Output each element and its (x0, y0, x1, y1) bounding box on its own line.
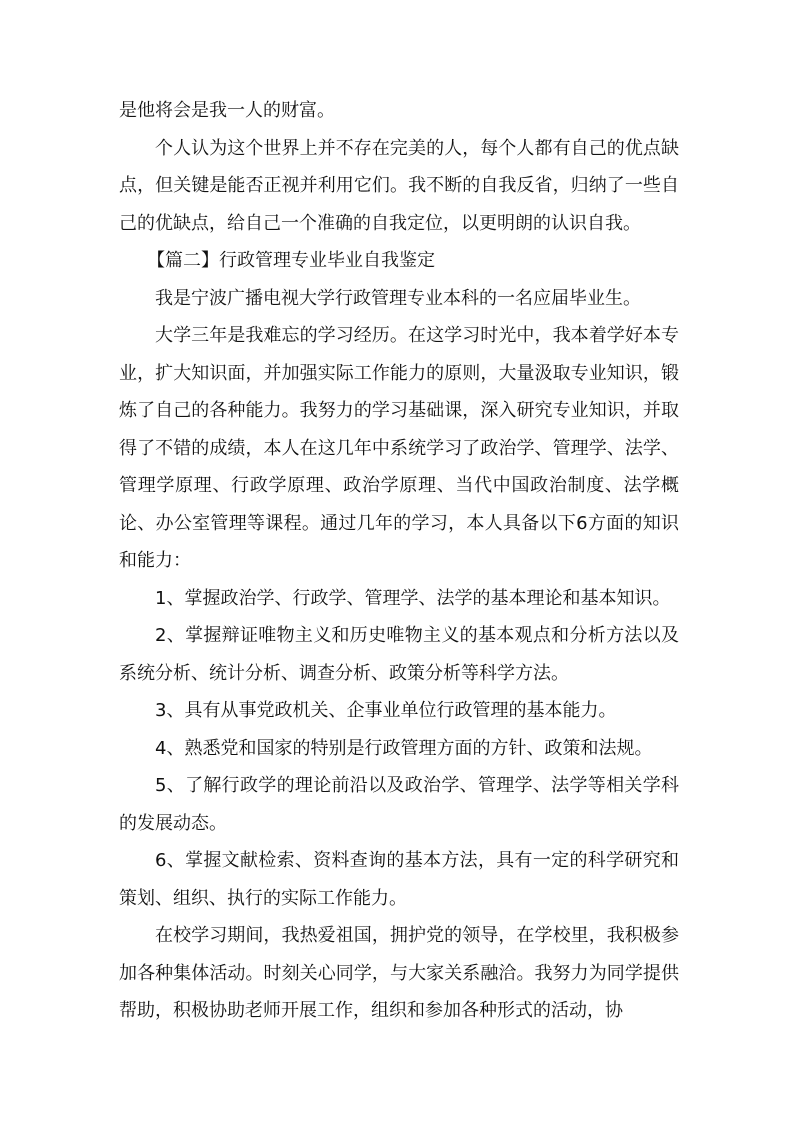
paragraph-campus-life: 在校学习期间，我热爱祖国，拥护党的领导，在学校里，我积极参加各种集体活动。时刻关心同学，与大家关系融洽。我努力为同学提供帮助，积极协助老师开展工作，组织和参加各种形式的活动，协 (119, 925, 679, 1021)
section-heading: 【篇二】行政管理专业毕业自我鉴定 (147, 250, 435, 271)
list-item-1: 1、掌握政治学、行政学、管理学、法学的基本理论和基本知识。 (155, 587, 671, 609)
list-item-5: 5、了解行政学的理论前沿以及政治学、管理学、法学等相关学科的发展动态。 (119, 775, 679, 834)
paragraph-introduction: 我是宁波广播电视大学行政管理专业本科的一名应届毕业生。 (155, 287, 641, 309)
list-item-2: 2、掌握辩证唯物主义和历史唯物主义的基本观点和分析方法以及系统分析、统计分析、调查分析、政策分析等科学方法。 (119, 625, 679, 684)
list-item-4: 4、熟悉党和国家的特别是行政管理方面的方针、政策和法规。 (155, 737, 653, 759)
document-body (119, 92, 679, 1030)
paragraph-self-reflection: 个人认为这个世界上并不存在完美的人，每个人都有自己的优点缺点，但关键是能否正视并利用它们。我不断的自我反省，归纳了一些自己的优缺点，给自己一个准确的自我定位，以更明朗的认识自我。 (119, 137, 679, 234)
paragraph-study-experience: 大学三年是我难忘的学习经历。在这学习时光中，我本着学好本专业，扩大知识面，并加强实际工作能力的原则，大量汲取专业知识，锻炼了自己的各种能力。我努力的学习基础课，深入研究专业知识，并取得了不错的成绩，本人在这几年中系统学习了政治学、管理学、法学、管理学原理、行政学原理、政治学原理、当代中国政治制度、法学概论、办公室管理等课程。通过几年的学习，本人具备以下6方面的知识和能力： (119, 325, 679, 571)
list-item-3: 3、具有从事党政机关、企事业单位行政管理的基本能力。 (155, 700, 617, 721)
paragraph-continuation: 是他将会是我一人的财富。 (119, 100, 335, 121)
list-item-6: 6、掌握文献检索、资料查询的基本方法，具有一定的科学研究和策划、组织、执行的实际工作能力。 (119, 850, 679, 909)
